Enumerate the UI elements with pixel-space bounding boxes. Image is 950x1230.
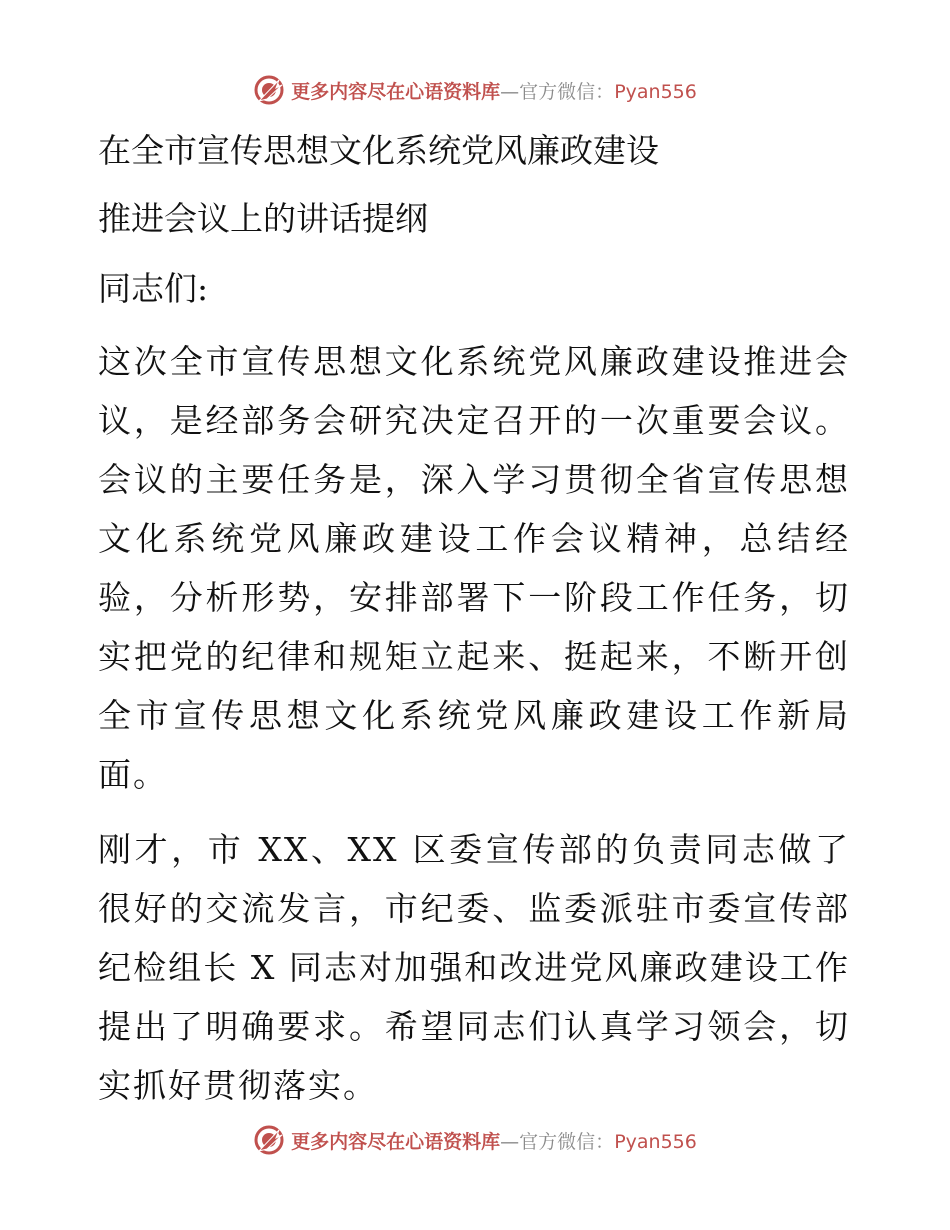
banner-site-name: 更多内容尽在心语资料库 <box>291 1130 501 1153</box>
quill-logo-icon <box>253 1124 285 1156</box>
banner-dash: — <box>500 80 520 103</box>
paragraph-2: 刚才，市 XX、XX 区委宣传部的负责同志做了很好的交流发言，市纪委、监委派驻市委宣传部纪检组长 X 同志对加强和改进党风廉政建设工作提出了明确要求。希望同志们认真学习领会，切实抓好贯彻落实。 <box>98 830 850 1105</box>
banner-wechat-id: Pyan556 <box>614 1130 697 1153</box>
document-title-line-2: 推进会议上的讲话提纲 <box>98 199 428 238</box>
document-title-line-1: 在全市宣传思想文化系统党风廉政建设 <box>98 131 659 170</box>
document-body <box>98 122 850 1115</box>
banner-wechat-label: 官方微信： <box>519 1130 615 1153</box>
footer-banner-inner <box>253 1124 697 1156</box>
salutation: 同志们: <box>98 269 209 308</box>
header-banner-inner <box>253 74 697 106</box>
footer-banner-text <box>291 1127 697 1154</box>
header-banner <box>0 70 950 110</box>
quill-logo-icon <box>253 74 285 106</box>
banner-dash: — <box>500 1130 520 1153</box>
banner-wechat-label: 官方微信： <box>519 80 615 103</box>
footer-banner <box>0 1120 950 1160</box>
banner-wechat-id: Pyan556 <box>614 80 697 103</box>
paragraph-1: 这次全市宣传思想文化系统党风廉政建设推进会议，是经部务会研究决定召开的一次重要会议。会议的主要任务是，深入学习贯彻全省宣传思想文化系统党风廉政建设工作会议精神，总结经验，分析形势，安排部署下一阶段工作任务，切实把党的纪律和规矩立起来、挺起来，不断开创全市宣传思想文化系统党风廉政建设工作新局面。 <box>98 342 850 794</box>
header-banner-text <box>291 77 697 104</box>
banner-site-name: 更多内容尽在心语资料库 <box>291 80 501 103</box>
